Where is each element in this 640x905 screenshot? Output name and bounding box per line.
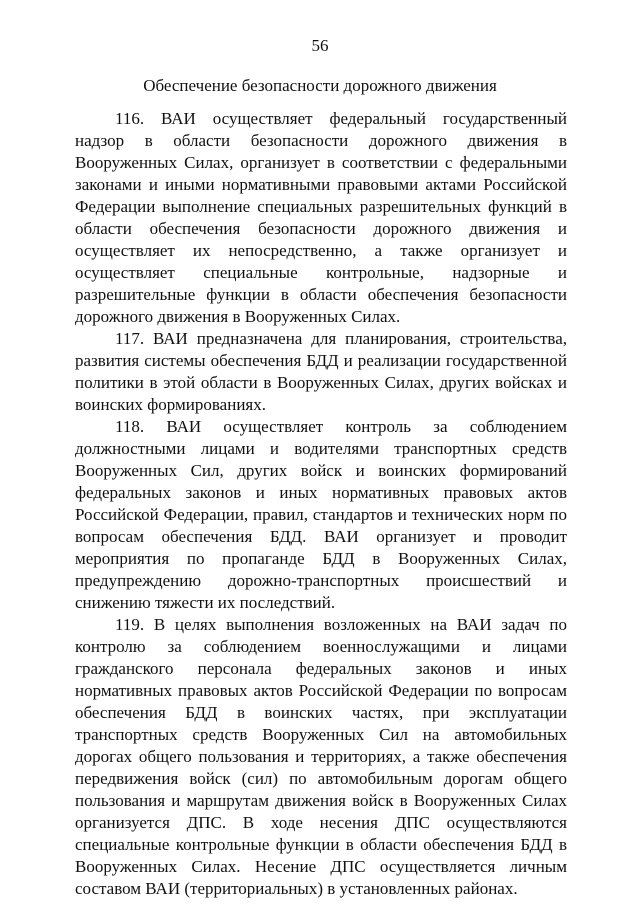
paragraph-118: 118. ВАИ осуществляет контроль за соблюдением должностными лицами и водителями транспортных средств Вооруженных Сил, других войск и воинских формирований федеральных законов и иных нормативных правовых актов Российской Федерации, правил, стандартов и технических норм по вопросам обеспечения БДД. ВАИ организует и проводит мероприятия по пропаганде БДД в Вооруженных Силах, предупреждению дорожно-транспортных происшествий и снижению тяжести их последствий. [75,417,567,612]
section-title: Обеспечение безопасности дорожного движения [143,76,497,95]
paragraph-119: 119. В целях выполнения возложенных на ВАИ задач по контролю за соблюдением военнослужащими и лицами гражданского персонала федеральных законов и иных нормативных правовых актов Российской Федерации по вопросам обеспечения БДД в воинских частях, при эксплуатации транспортных средств Вооруженных Сил на автомобильных дорогах общего пользования и территориях, а также обеспечения передвижения войск (сил) по автомобильным дорогам общего пользования и маршрутам движения войск в Вооруженных Силах организуется ДПС. В ходе несения ДПС осуществляются специальные контрольные функции в области обеспечения БДД в Вооруженных Силах. Несение ДПС осуществляется личным составом ВАИ (территориальных) в установленных районах. [75,615,567,898]
document-body [75,108,567,900]
paragraph-117: 117. ВАИ предназначена для планирования, строительства, развития системы обеспечения БДД и реализации государственной политики в этой области в Вооруженных Силах, других войсках и воинских формированиях. [75,329,567,414]
paragraph-116: 116. ВАИ осуществляет федеральный государственный надзор в области безопасности дорожного движения в Вооруженных Силах, организует в соответствии с федеральными законами и иными нормативными правовыми актами Российской Федерации выполнение специальных разрешительных функций в области обеспечения безопасности дорожного движения и осуществляет их непосредственно, а также организует и осуществляет специальные контрольные, надзорные и разрешительные функции в области обеспечения безопасности дорожного движения в Вооруженных Силах. [75,109,567,326]
page-number: 56 [311,36,329,55]
